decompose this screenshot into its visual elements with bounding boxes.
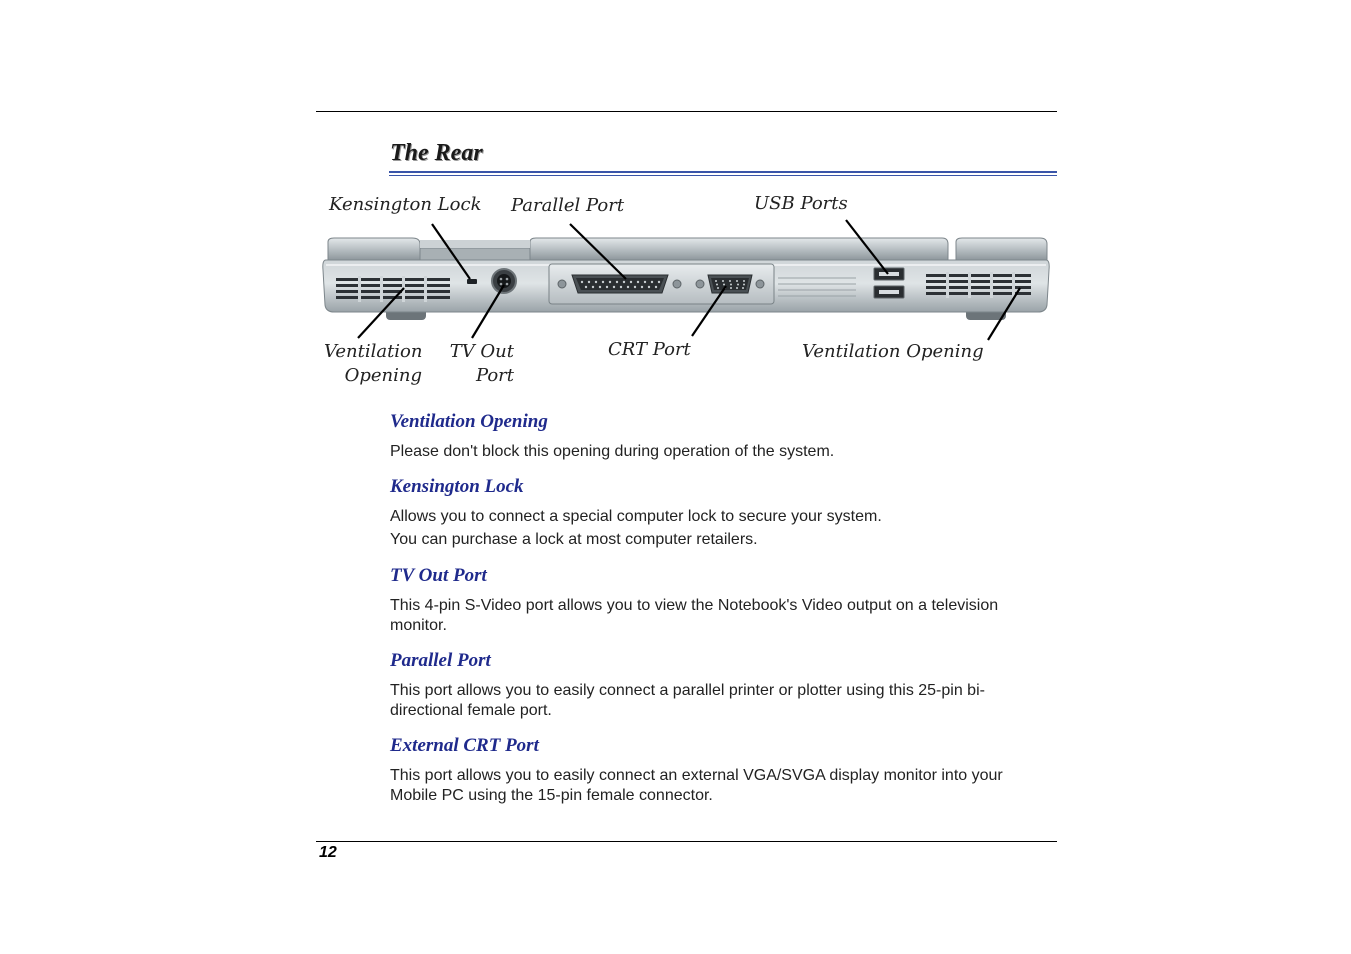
section-heading: External CRT Port xyxy=(390,735,539,756)
section-body xyxy=(390,596,1030,636)
callout-tv-out-line2: Port xyxy=(475,365,514,386)
section-kensington-lock xyxy=(390,476,1060,550)
callout-parallel-port: Parallel Port xyxy=(511,195,625,216)
section-body xyxy=(390,766,1050,806)
callout-tv-out-line1: TV Out xyxy=(449,341,514,362)
paragraph: You can purchase a lock at most computer retailers. xyxy=(390,531,758,548)
section-heading: TV Out Port xyxy=(390,565,487,586)
callout-kensington-lock: Kensington Lock xyxy=(329,194,482,215)
title-underline-thin xyxy=(389,175,1057,176)
section-body xyxy=(390,681,1055,721)
callout-ventilation-left-line2: Opening xyxy=(344,365,422,386)
rear-view-figure xyxy=(316,190,1057,395)
callout-usb-ports: USB Ports xyxy=(754,193,848,214)
section-body xyxy=(390,507,1060,550)
page-number: 12 xyxy=(319,844,337,861)
section-ventilation-opening xyxy=(390,411,1060,462)
section-heading: Kensington Lock xyxy=(390,476,524,497)
section-heading: Ventilation Opening xyxy=(390,411,548,432)
callout-ventilation-right: Ventilation Opening xyxy=(802,341,984,362)
kensington-slot xyxy=(467,279,477,284)
title-underline xyxy=(389,171,1057,173)
paragraph: This port allows you to easily connect an external VGA/SVGA display monitor into your Mobile PC using the 15-pin female connector. xyxy=(390,767,1003,804)
callout-crt-port: CRT Port xyxy=(608,339,691,360)
section-body xyxy=(390,442,1060,462)
paragraph: This port allows you to easily connect a parallel printer or plotter using this 25-pin bi-directional female port. xyxy=(390,682,985,719)
laptop-rear-illustration xyxy=(316,190,1057,395)
section-external-crt-port xyxy=(390,735,1050,806)
callout-tv-out-port xyxy=(446,340,514,388)
callout-ventilation-left-line1: Ventilation xyxy=(324,341,423,362)
callout-ventilation-left xyxy=(324,340,422,388)
bottom-rule xyxy=(316,841,1057,842)
page-title: The Rear xyxy=(390,140,483,166)
top-rule xyxy=(316,111,1057,112)
paragraph: Allows you to connect a special computer lock to secure your system. xyxy=(390,508,882,525)
paragraph: Please don't block this opening during operation of the system. xyxy=(390,443,835,460)
section-parallel-port xyxy=(390,650,1055,721)
paragraph: This 4-pin S-Video port allows you to view the Notebook's Video output on a television monitor. xyxy=(390,597,999,634)
section-heading: Parallel Port xyxy=(390,650,491,671)
section-tv-out-port xyxy=(390,565,1030,636)
